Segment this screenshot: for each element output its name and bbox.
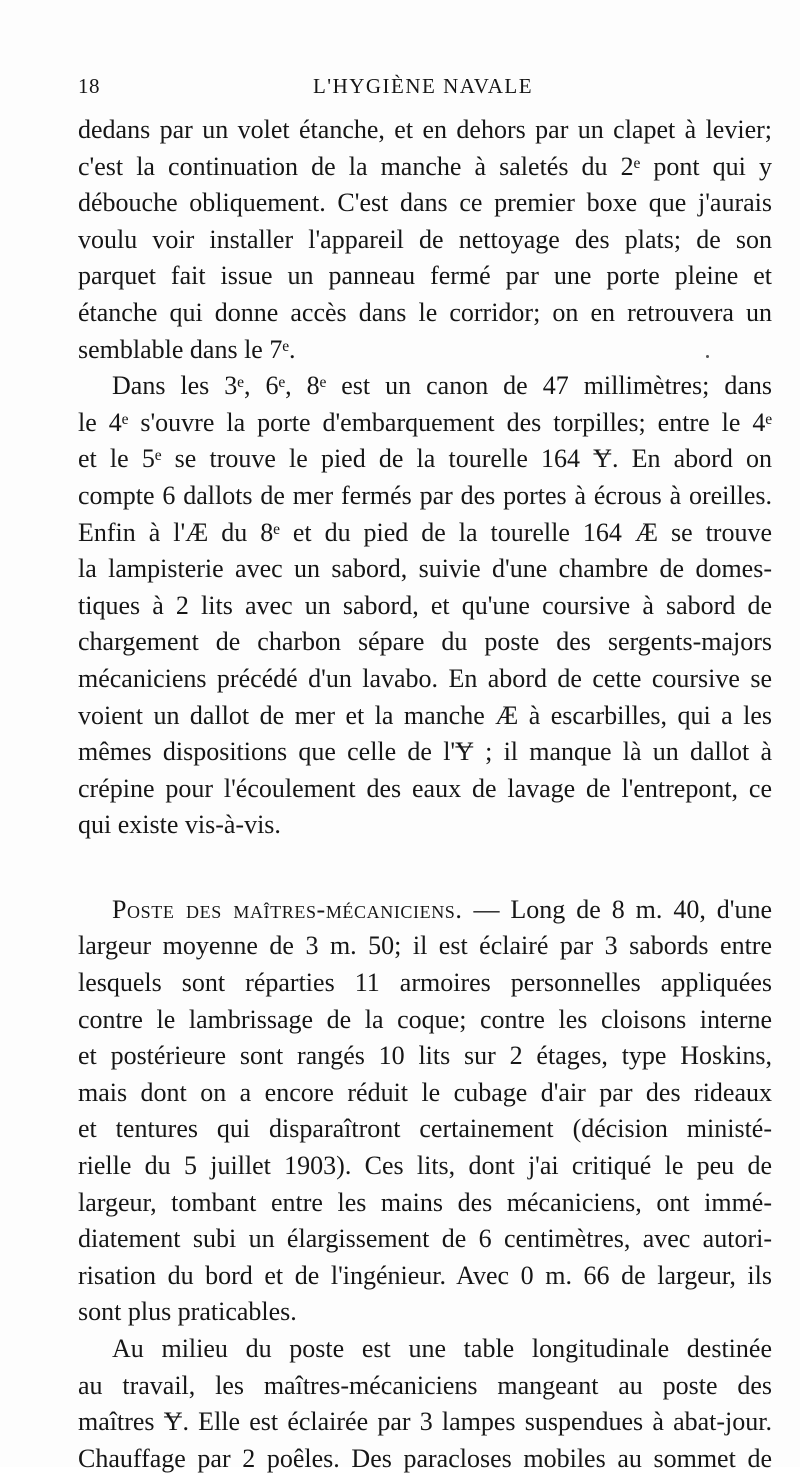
text-line: semblable dans le 7ᵉ. (78, 334, 296, 364)
text-line: parquet fait issue un panneau fermé par une porte pleine et (78, 261, 772, 291)
running-title: L'HYGIÈNE NAVALE (312, 74, 534, 98)
text-line: mêmes dispositions que celle de l'Ɏ ; il manque là un dallot à (78, 737, 772, 767)
text-line: débouche obliquement. C'est dans ce premier boxe que j'aurais (78, 188, 772, 218)
paragraph (78, 112, 772, 368)
text-line: et tentures qui disparaîtront certainement (décision ministé- (78, 1114, 772, 1144)
text-line: et le 5ᵉ se trouve le pied de la tourelle 164 Ɏ. En abord on (78, 444, 772, 474)
paragraph (78, 892, 772, 1331)
section-gap (78, 844, 772, 892)
text-line: qui existe vis-à-vis. (78, 810, 281, 840)
text-line: le 4ᵉ s'ouvre la porte d'embarquement des torpilles; entre le 4ᵉ (78, 407, 772, 437)
text-line: voulu voir installer l'appareil de nettoyage des plats; de son (78, 224, 772, 254)
text-line: Enfin à l'Æ du 8ᵉ et du pied de la tourelle 164 Æ se trouve (78, 517, 772, 547)
running-head (78, 74, 768, 104)
text-line: Chauffage par 2 poêles. Des paracloses mobiles au sommet de (78, 1443, 772, 1473)
text-line: tiques à 2 lits avec un sabord, et qu'une coursive à sabord de (78, 590, 772, 620)
text-line: largeur moyenne de 3 m. 50; il est éclairé par 3 sabords entre (78, 931, 772, 961)
text-line: chargement de charbon sépare du poste des sergents-majors (78, 627, 772, 657)
paragraph (78, 1331, 772, 1477)
text-line: Dans les 3ᵉ, 6ᵉ, 8ᵉ est un canon de 47 millimètres; dans (112, 371, 772, 401)
text-line: maîtres Ɏ. Elle est éclairée par 3 lampes suspendues à abat-jour. (78, 1407, 772, 1437)
line-text: — Long de 8 m. 40, d'une (473, 894, 773, 924)
text-line: diatement subi un élargissement de 6 centimètres, avec autori- (78, 1224, 772, 1254)
text-line: et postérieure sont rangés 10 lits sur 2 étages, type Hoskins, (78, 1041, 772, 1071)
text-line (78, 892, 772, 929)
text-line: la lampisterie avec un sabord, suivie d'une chambre de domes- (78, 554, 772, 584)
text-line: risation du bord et de l'ingénieur. Avec 0 m. 66 de largeur, ils (78, 1260, 772, 1290)
text-line: largeur, tombant entre les mains des mécaniciens, ont immé- (78, 1187, 772, 1217)
page-number: 18 (78, 74, 100, 98)
text-line: c'est la continuation de la manche à saletés du 2ᵉ pont qui y (78, 151, 772, 181)
paragraph (78, 368, 772, 844)
text-line: rielle du 5 juillet 1903). Ces lits, dont j'ai critiqué le peu de (78, 1151, 772, 1181)
text-line: au travail, les maîtres-mécaniciens mangeant au poste des (78, 1370, 772, 1400)
text-line: contre le lambrissage de la coque; contre les cloisons interne (78, 1004, 772, 1034)
text-line: dedans par un volet étanche, et en dehors par un clapet à levier; (78, 115, 772, 144)
text-line: compte 6 dallots de mer fermés par des portes à écrous à oreilles. (78, 480, 772, 510)
text-line: mécaniciens précédé d'un lavabo. En abord de cette coursive se (78, 663, 772, 693)
text-line: voient un dallot de mer et la manche Æ à escarbilles, qui a les (78, 700, 772, 730)
text-line: sont plus praticables. (78, 1297, 297, 1327)
text-line: Au milieu du poste est une table longitudinale destinée (112, 1334, 772, 1363)
text-line: mais dont on a encore réduit le cubage d'air par des rideaux (78, 1077, 772, 1107)
body-text (78, 112, 772, 1477)
section-heading: Poste des maîtres-mécaniciens. (112, 894, 463, 924)
text-line: étanche qui donne accès dans le corridor; on en retrouvera un (78, 297, 772, 327)
text-line: lesquels sont réparties 11 armoires personnelles appliquées (78, 968, 772, 998)
text-line: crépine pour l'écoulement des eaux de lavage de l'entrepont, ce (78, 773, 772, 803)
